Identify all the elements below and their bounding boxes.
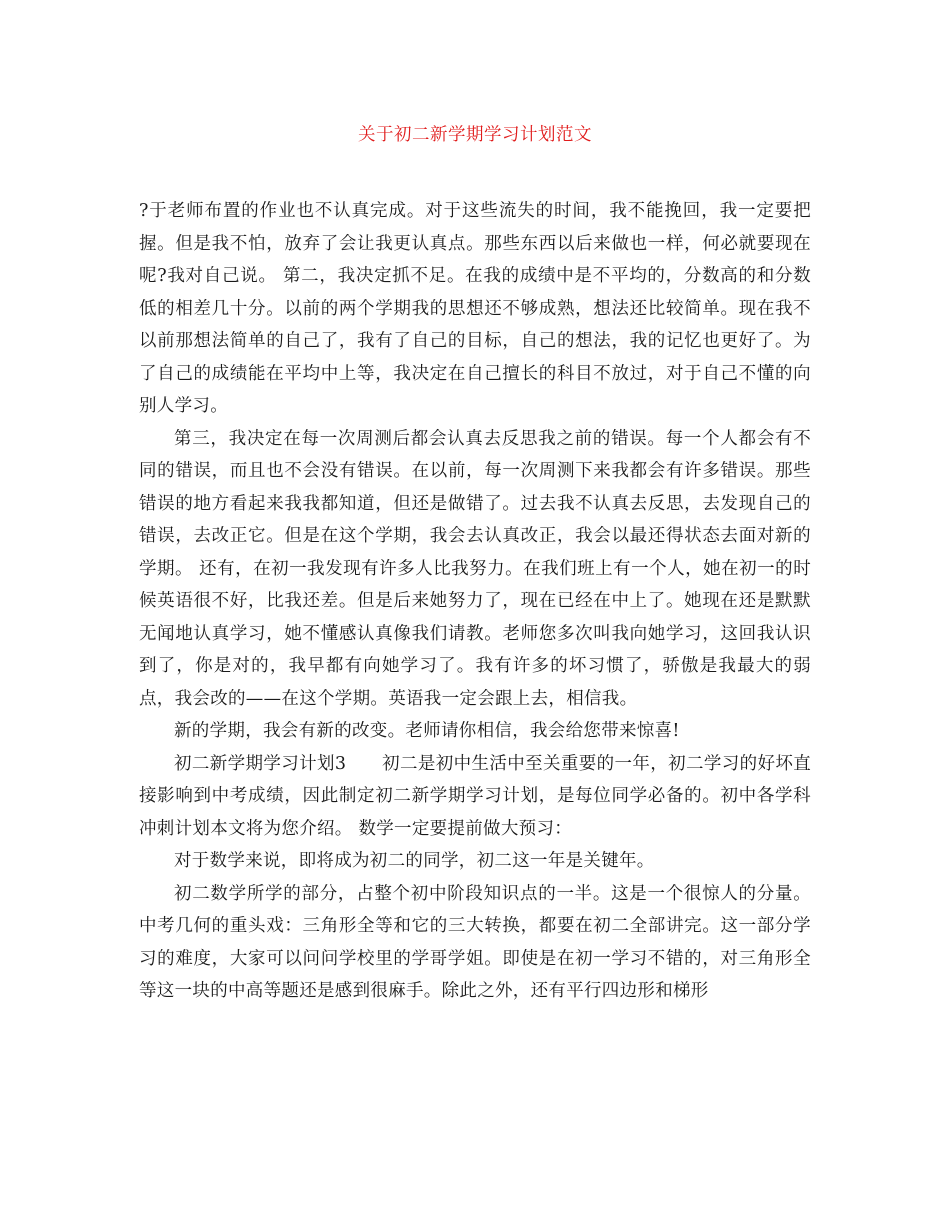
document-body (139, 195, 811, 1008)
paragraph-1: ?于老师布置的作业也不认真完成。对于这些流失的时间，我不能挽回，我一定要把握。但是我不怕，放弃了会让我更认真点。那些东西以后来做也一样，何必就要现在呢?我对自己说。 第二，我决定抓不足。在我的成绩中是不平均的，分数高的和分数低的相差几十分。以前的两个学期我的思想还不够成熟，想法还比较简单。现在我不以前那想法简单的自己了，我有了自己的目标，自己的想法，我的记忆也更好了。为了自己的成绩能在平均中上等，我决定在自己擅长的科目不放过，对于自己不懂的向别人学习。 (139, 201, 811, 416)
document-title: 关于初二新学期学习计划范文 (358, 125, 592, 145)
paragraph-6: 初二数学所学的部分，占整个初中阶段知识点的一半。这是一个很惊人的分量。中考几何的重头戏：三角形全等和它的三大转换，都要在初二全部讲完。这一部分学习的难度，大家可以问问学校里的学哥学姐。即使是在初一学习不错的，对三角形全等这一块的中高等题还是感到很麻手。除此之外，还有平行四边形和梯形 (139, 883, 811, 1001)
paragraph-5: 对于数学来说，即将成为初二的同学，初二这一年是关键年。 (174, 851, 655, 871)
paragraph-4: 初二新学期学习计划3 初二是初中生活中至关重要的一年，初二学习的好坏直接影响到中考成绩，因此制定初二新学期学习计划，是每位同学必备的。初中各学科冲刺计划本文将为您介绍。 数学一定要提前做大预习： (139, 753, 811, 839)
paragraph-3: 新的学期，我会有新的改变。老师请你相信，我会给您带来惊喜! (174, 721, 680, 741)
paragraph-2: 第三，我决定在每一次周测后都会认真去反思我之前的错误。每一个人都会有不同的错误，而且也不会没有错误。在以前，每一次周测下来我都会有许多错误。那些错误的地方看起来我我都知道，但还是做错了。过去我不认真去反思，去发现自己的错误，去改正它。但是在这个学期，我会去认真改正，我会以最还得状态去面对新的学期。 还有，在初一我发现有许多人比我努力。在我们班上有一个人，她在初一的时候英语很不好，比我还差。但是后来她努力了，现在已经在中上了。她现在还是默默无闻地认真学习，她不懂感认真像我们请教。老师您多次叫我向她学习，这回我认识到了，你是对的，我早都有向她学习了。我有许多的坏习惯了，骄傲是我最大的弱点，我会改的——在这个学期。英语我一定会跟上去，相信我。 (139, 428, 811, 709)
